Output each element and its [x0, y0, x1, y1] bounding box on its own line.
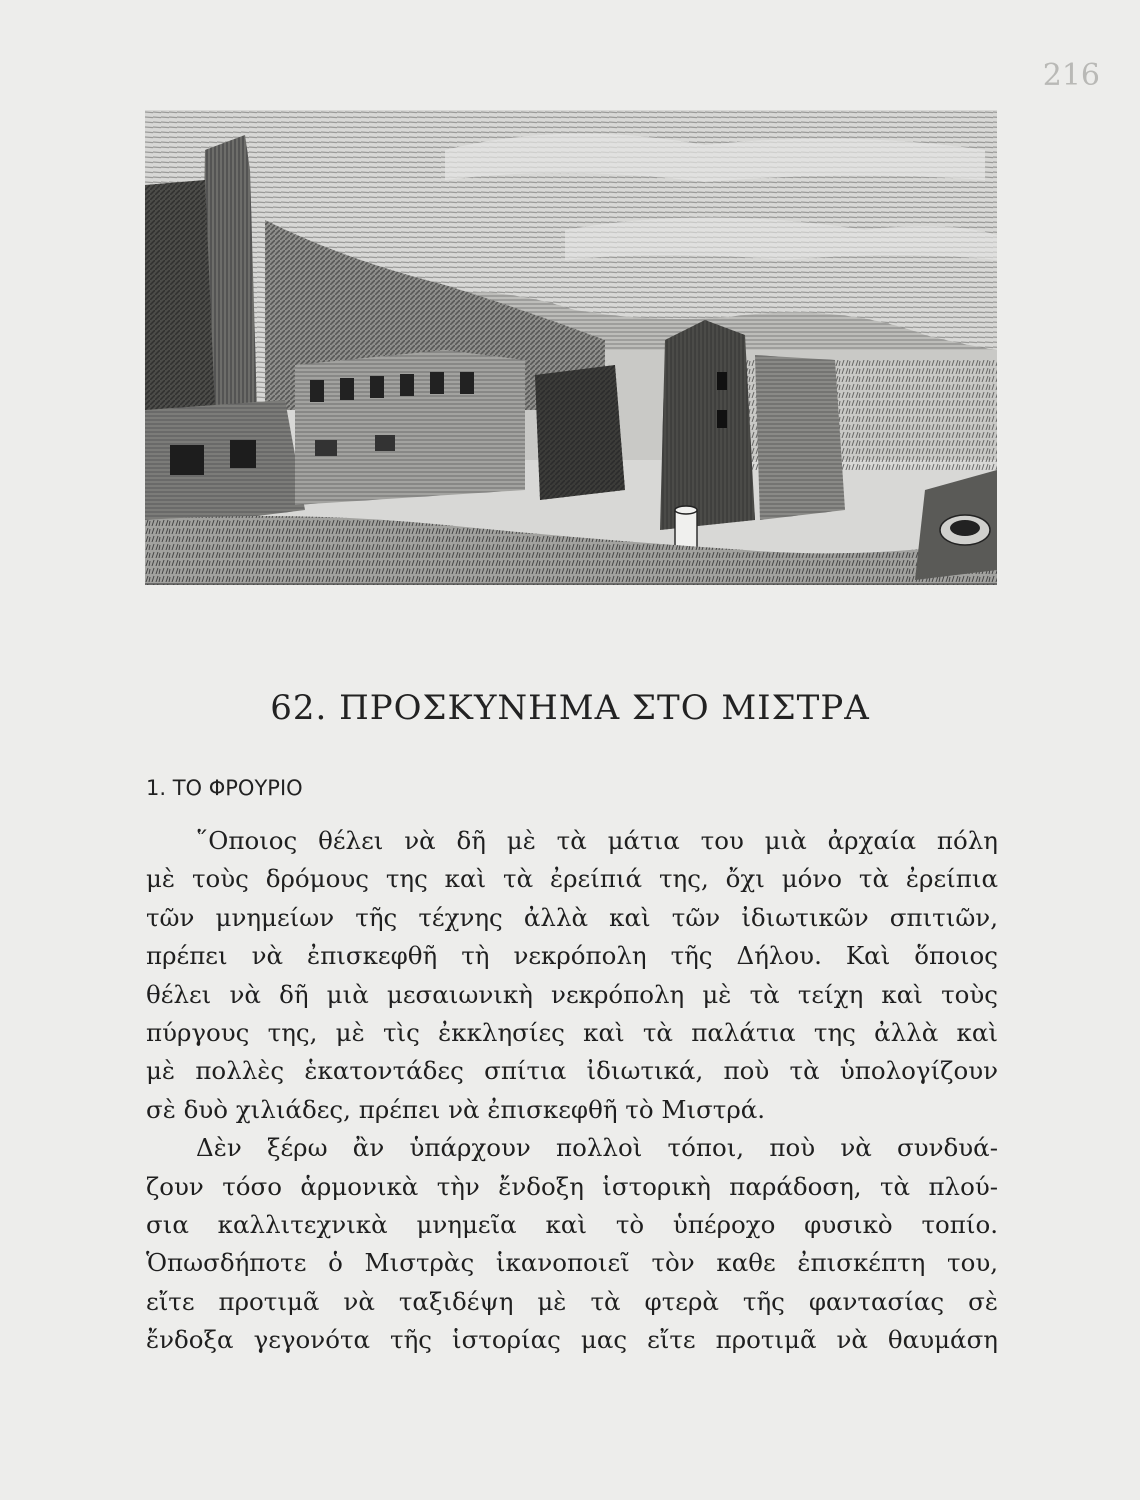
body-line: ἔνδοξα γεγονότα τῆς ἱστορίας μας εἴτε προτιμᾶ νὰ θαυμάση [146, 1325, 998, 1355]
section-heading: 1. ΤΟ ΦΡΟΥΡΙΟ [146, 776, 303, 800]
body-line: ῞Οποιος θέλει νὰ δῆ μὲ τὰ μάτια του μιὰ ἀρχαία πόλη [196, 826, 998, 855]
body-line: σὲ δυὸ χιλιάδες, πρέπει νὰ ἐπισκεφθῆ τὸ Μιστρά. [146, 1094, 766, 1124]
chapter-title: 62. ΠΡΟΣΚΥΝΗΜΑ ΣΤΟ ΜΙΣΤΡΑ [270, 688, 870, 728]
body-line: σια καλλιτεχνικὰ μνημεῖα καὶ τὸ ὑπέροχο φυσικὸ τοπίο. [146, 1210, 998, 1240]
body-line: θέλει νὰ δῆ μιὰ μεσαιωνικὴ νεκρόπολη μὲ τὰ τείχη καὶ τοὺς [146, 979, 998, 1009]
body-line: πύργους της, μὲ τὶς ἐκκλησίες καὶ τὰ παλάτια της ἀλλὰ καὶ [146, 1018, 998, 1048]
body-line: ζουν τόσο ἁρμονικὰ τὴν ἔνδοξη ἱστορικὴ παράδοση, τὰ πλού- [146, 1171, 998, 1201]
body-line: Δὲν ξέρω ἂν ὑπάρχουν πολλοὶ τόποι, ποὺ νὰ συνδυά- [196, 1133, 998, 1163]
body-line: τῶν μνημείων τῆς τέχνης ἀλλὰ καὶ τῶν ἰδιωτικῶν σπιτιῶν, [146, 902, 998, 932]
mystras-ruins-illustration [145, 110, 997, 585]
body-text [146, 822, 998, 1360]
body-line: πρέπει νὰ ἐπισκεφθῆ τὴ νεκρόπολη τῆς Δήλου. Καὶ ὅποιος [146, 941, 998, 971]
body-line: εἴτε προτιμᾶ νὰ ταξιδέψη μὲ τὰ φτερὰ τῆς φαντασίας σὲ [146, 1286, 998, 1316]
body-line: Ὁπωσδήποτε ὁ Μιστρὰς ἱκανοποιεῖ τὸν καθε ἐπισκέπτη του, [146, 1248, 998, 1278]
body-line: μὲ πολλὲς ἑκατοντάδες σπίτια ἰδιωτικά, ποὺ τὰ ὑπολογίζουν [146, 1056, 998, 1086]
body-line: μὲ τοὺς δρόμους της καὶ τὰ ἐρείπιά της, ὄχι μόνο τὰ ἐρείπια [146, 864, 998, 894]
show-through-text [150, 595, 158, 632]
page-number: 216 [1042, 58, 1100, 93]
